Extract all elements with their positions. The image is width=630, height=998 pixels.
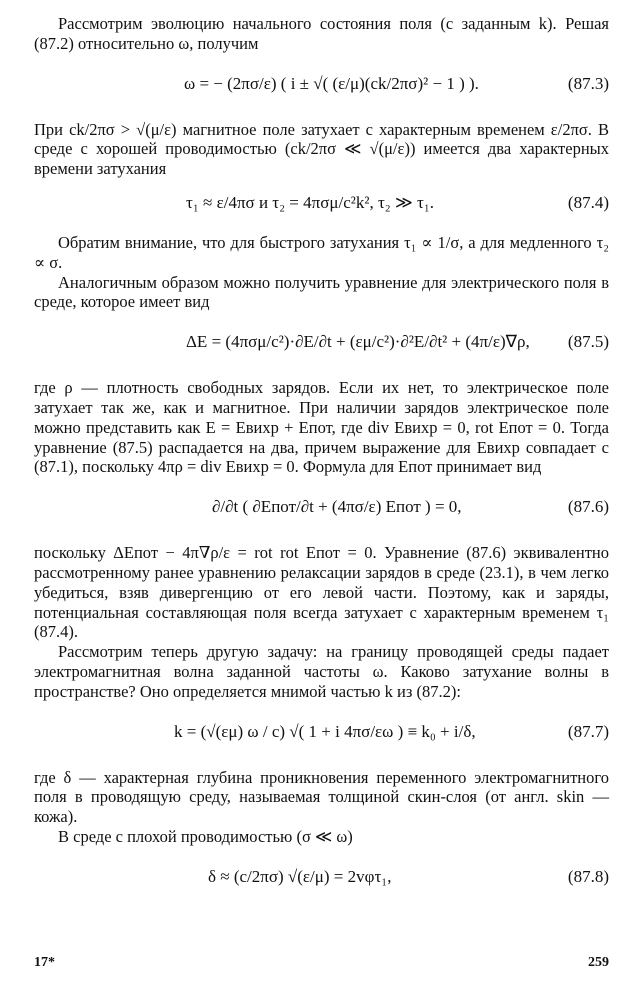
paragraph-7: Рассмотрим теперь другую задачу: на границу проводящей среды падает электромагнитная волна заданной частоты ω. Каково затухание волны в пространстве? Оно определяется мнимой частью k из (87.2): xyxy=(34,642,609,701)
equation-87-5 xyxy=(34,318,609,370)
paragraph-4: Аналогичным образом можно получить уравнение для электрического поля в среде, которое имеет вид xyxy=(34,272,609,312)
paragraph-1: Рассмотрим эволюцию начального состояния поля (с заданным k). Решая (87.2) относительно ω, получим xyxy=(34,14,609,53)
equation-87-6 xyxy=(34,483,609,535)
equation-87-8-expr: δ ≈ (c/2πσ) √(ε/μ) = 2vφτ₁, xyxy=(208,866,392,886)
equation-87-3-expr: ω = − (2πσ/ε) ( i ± √( (ε/μ)(ck/2πσ)² − 1 ) ). xyxy=(184,73,479,93)
paragraph-9: В среде с плохой проводимостью (σ ≪ ω) xyxy=(58,826,353,846)
equation-87-3 xyxy=(34,60,609,112)
equation-87-3-label: (87.3) xyxy=(567,73,609,93)
equation-87-5-label: (87.5) xyxy=(567,332,609,352)
page-body xyxy=(34,14,609,913)
equation-87-5-expr: ΔE = (4πσμ/c²)·∂E/∂t + (εμ/c²)·∂²E/∂t² + (4π/ε)∇ρ, xyxy=(186,332,530,352)
equation-87-4 xyxy=(34,185,609,225)
equation-87-7 xyxy=(34,708,609,760)
equation-87-6-label: (87.6) xyxy=(567,497,609,517)
equation-87-4-expr: τ₁ ≈ ε/4πσ и τ₂ = 4πσμ/c²k², τ₂ ≫ τ₁. xyxy=(186,192,435,212)
paragraph-5: где ρ — плотность свободных зарядов. Если их нет, то электрическое поле затухает так же, как и магнитное. При наличии зарядов электрическое поле можно представить как E = Eвихр + Eпот, где div Eвихр = 0, rot Eпот = 0. Тогда уравнение (87.5) распадается на два, причем выражение для Eвихр совпадает с (87.1), поскольку 4πρ = div Eвихр = 0. Формула для Eпот принимает вид xyxy=(34,378,609,477)
page-number: 259 xyxy=(588,955,609,970)
equation-87-6-expr: ∂/∂t ( ∂Eпот/∂t + (4πσ/ε) Eпот ) = 0, xyxy=(212,497,462,517)
equation-87-7-label: (87.7) xyxy=(567,721,609,741)
paragraph-6: поскольку ΔEпот − 4π∇ρ/ε = rot rot Eпот = 0. Уравнение (87.6) эквивалентно рассмотренному ранее уравнению релаксации зарядов в среде (23.1), в чем легко убедиться, взяв дивергенцию от его левой части. Поэтому, как и заряды, потенциальная составляющая поля всегда затухает с характерным временем τ₁ (87.4). xyxy=(34,543,609,642)
paragraph-3: Обратим внимание, что для быстрого затухания τ₁ ∝ 1/σ, а для медленного τ₂ ∝ σ. xyxy=(34,232,609,272)
equation-87-4-label: (87.4) xyxy=(567,192,609,212)
paragraph-8: где δ — характерная глубина проникновения переменного электромагнитного поля в проводящую среду, называемая толщиной скин-слоя (от англ. skin — кожа). xyxy=(34,767,609,827)
printer-signature: 17* xyxy=(34,955,55,970)
paragraph-2: При ck/2πσ > √(μ/ε) магнитное поле затухает с характерным временем ε/2πσ. В среде с хорошей проводимостью (ck/2πσ ≪ √(μ/ε)) имеется два характерных времени затухания xyxy=(34,119,609,179)
equation-87-7-expr: k = (√(εμ) ω / c) √( 1 + i 4πσ/εω ) ≡ k₀ + i/δ, xyxy=(174,721,476,741)
equation-87-8-label: (87.8) xyxy=(567,866,609,886)
equation-87-8 xyxy=(34,853,609,905)
